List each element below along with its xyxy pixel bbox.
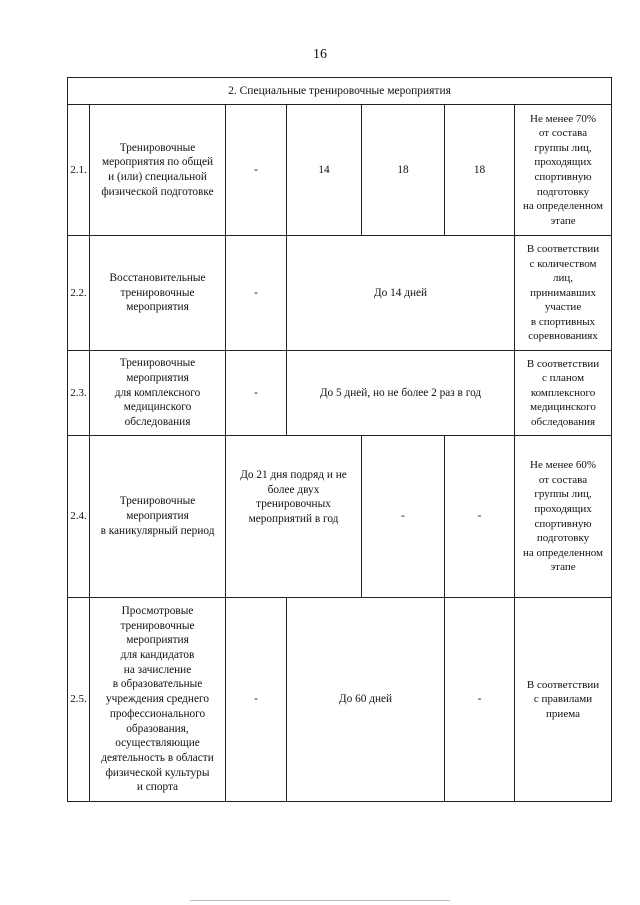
page-number: 16 [313, 47, 327, 62]
training-events-table [67, 77, 612, 802]
table-row [68, 436, 612, 598]
table-row [68, 598, 612, 802]
stage-cell: - [445, 436, 515, 598]
stage-cell: - [226, 236, 287, 351]
section-header-row [68, 78, 612, 105]
event-name: Просмотровые тренировочные мероприятия для кандидатов на зачисление в образовательные учреждения среднего профессионального образования, осуществляющие деятельность в области физической культуры и спорта [90, 598, 226, 802]
stage-cell: - [226, 105, 287, 236]
table-row [68, 351, 612, 436]
stage-cell: - [226, 351, 287, 436]
stage-cell: - [226, 598, 287, 802]
requirement-cell: В соответствии с количеством лиц, принимавших участие в спортивных соревнованиях [515, 236, 612, 351]
merged-stage-cell: До 5 дней, но не более 2 раз в год [287, 351, 515, 436]
row-number: 2.1. [68, 105, 90, 236]
table-row [68, 105, 612, 236]
row-number: 2.3. [68, 351, 90, 436]
merged-stage-cell: До 21 дня подряд и не более двух тренировочных мероприятий в год [226, 436, 362, 598]
requirement-cell: В соответствии с правилами приема [515, 598, 612, 802]
event-name: Тренировочные мероприятия в каникулярный период [90, 436, 226, 598]
scan-edge-line [190, 900, 450, 901]
event-name: Восстановительные тренировочные мероприятия [90, 236, 226, 351]
merged-stage-cell: До 14 дней [287, 236, 515, 351]
table-row [68, 236, 612, 351]
section-title: 2. Специальные тренировочные мероприятия [68, 78, 612, 105]
stage-cell: - [362, 436, 445, 598]
event-name: Тренировочные мероприятия по общей и (или) специальной физической подготовке [90, 105, 226, 236]
stage-cell: 18 [445, 105, 515, 236]
stage-cell: 14 [287, 105, 362, 236]
row-number: 2.5. [68, 598, 90, 802]
requirement-cell: Не менее 60% от состава группы лиц, проходящих спортивную подготовку на определенном этапе [515, 436, 612, 598]
stage-cell: - [445, 598, 515, 802]
merged-stage-cell: До 60 дней [287, 598, 445, 802]
stage-cell: 18 [362, 105, 445, 236]
event-name: Тренировочные мероприятия для комплексного медицинского обследования [90, 351, 226, 436]
row-number: 2.4. [68, 436, 90, 598]
requirement-cell: Не менее 70% от состава группы лиц, проходящих спортивную подготовку на определенном этапе [515, 105, 612, 236]
row-number: 2.2. [68, 236, 90, 351]
requirement-cell: В соответствии с планом комплексного медицинского обследования [515, 351, 612, 436]
